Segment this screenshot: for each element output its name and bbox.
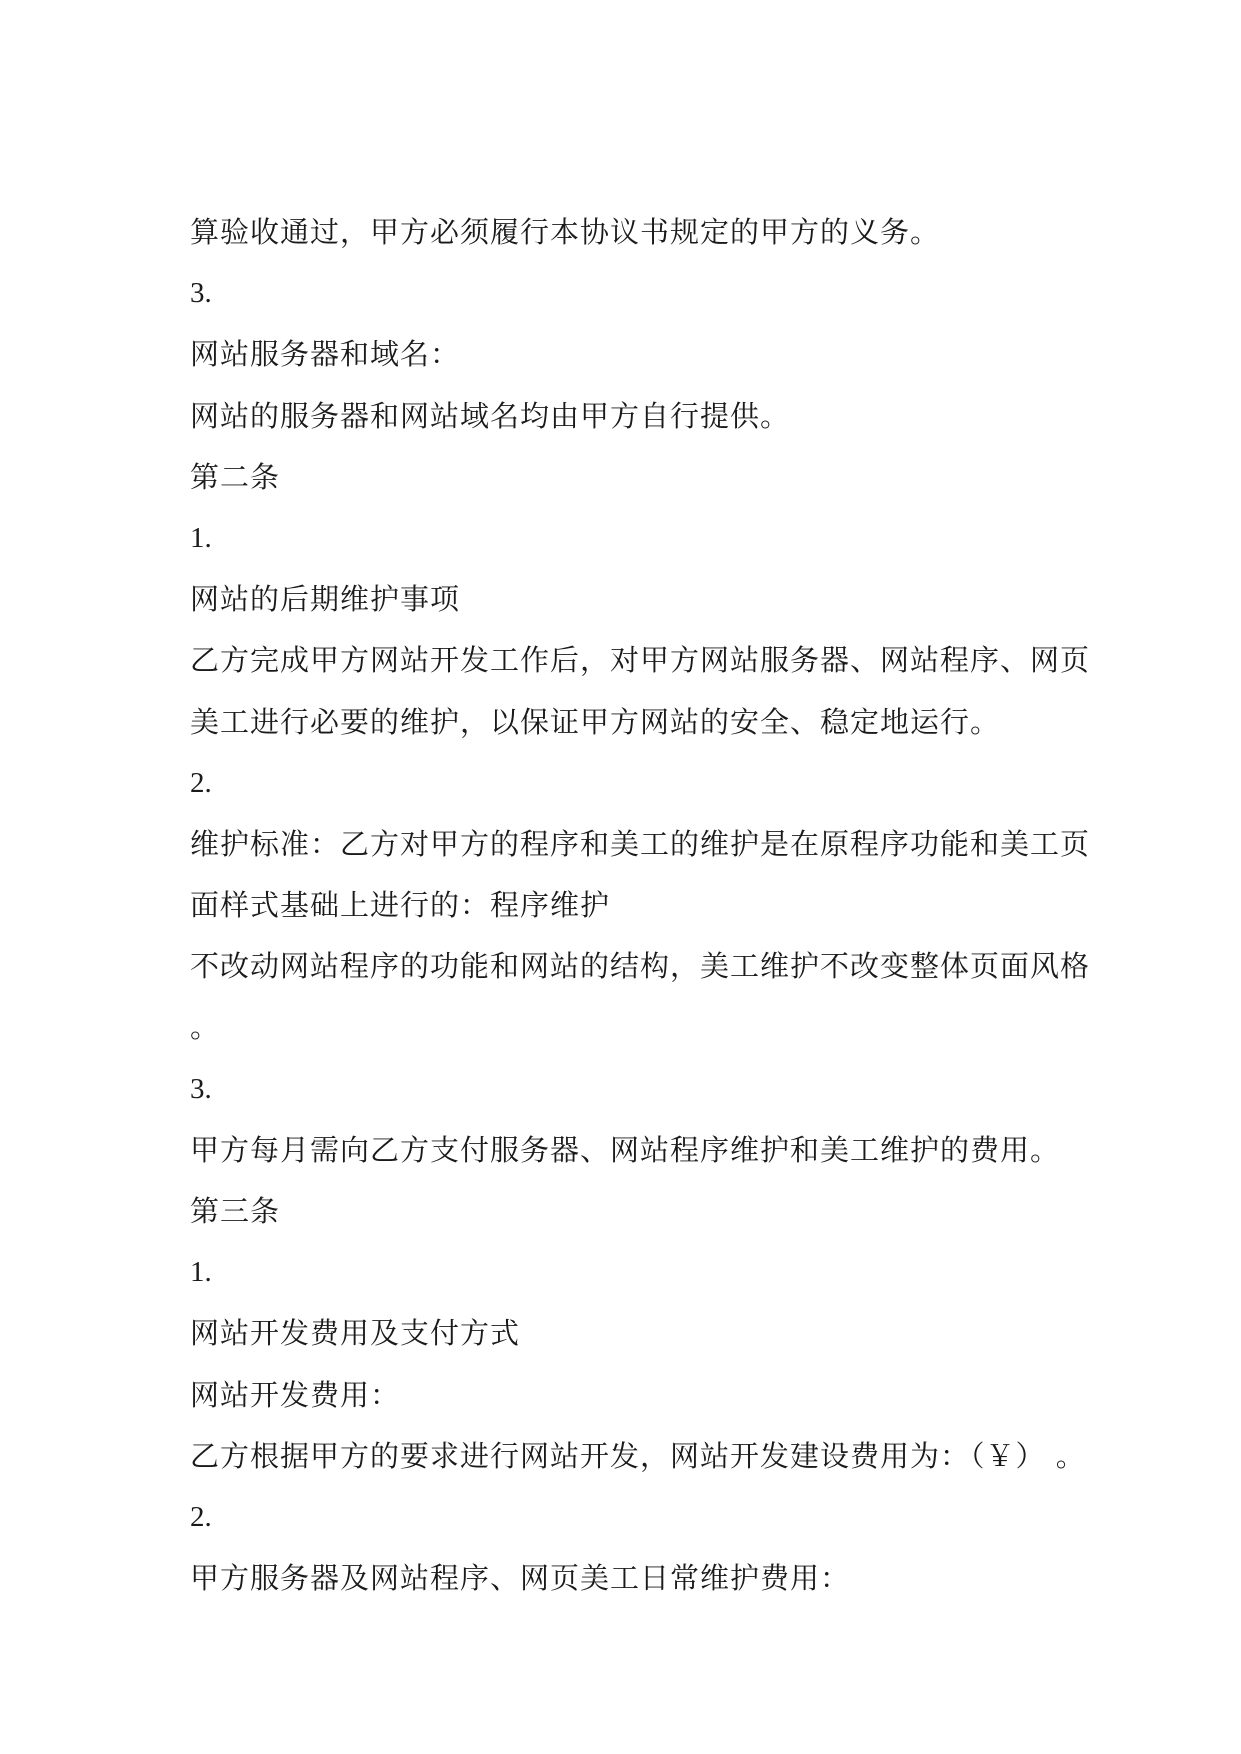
text-line: 网站的服务器和网站域名均由甲方自行提供。 <box>190 398 791 433</box>
text-line: 维护标准：乙方对甲方的程序和美工的维护是在原程序功能和美工页 <box>190 826 1091 861</box>
list-number: 2. <box>190 1500 212 1533</box>
section-heading: 网站服务器和域名： <box>190 337 461 372</box>
text-line: 乙方完成甲方网站开发工作后，对甲方网站服务器、网站程序、网页 <box>190 643 1091 678</box>
list-number: 2. <box>190 766 212 799</box>
text-line: 甲方服务器及网站程序、网页美工日常维护费用： <box>190 1561 851 1596</box>
article-heading: 第二条 <box>190 459 281 494</box>
text-line: 。 <box>190 1010 221 1045</box>
section-heading: 网站开发费用及支付方式 <box>190 1316 521 1351</box>
list-number: 1. <box>190 521 212 554</box>
article-heading: 第三条 <box>190 1194 281 1228</box>
list-number: 1. <box>190 1256 212 1289</box>
text-line: 美工进行必要的维护，以保证甲方网站的安全、稳定地运行。 <box>190 704 1001 739</box>
text-line: 不改动网站程序的功能和网站的结构，美工维护不改变整体页面风格 <box>190 949 1091 984</box>
text-line: 面样式基础上进行的：程序维护 <box>190 888 611 923</box>
document-body <box>190 210 1091 1617</box>
text-line: 乙方根据甲方的要求进行网站开发，网站开发建设费用为：（￥） 。 <box>190 1438 1086 1473</box>
list-number: 3. <box>190 277 212 310</box>
text-line: 网站开发费用： <box>190 1377 401 1412</box>
text-line: 甲方每月需向乙方支付服务器、网站程序维护和美工维护的费用。 <box>190 1132 1061 1167</box>
list-number: 3. <box>190 1072 212 1105</box>
section-heading: 网站的后期维护事项 <box>190 582 461 617</box>
text-line: 算验收通过，甲方必须履行本协议书规定的甲方的义务。 <box>190 215 941 249</box>
